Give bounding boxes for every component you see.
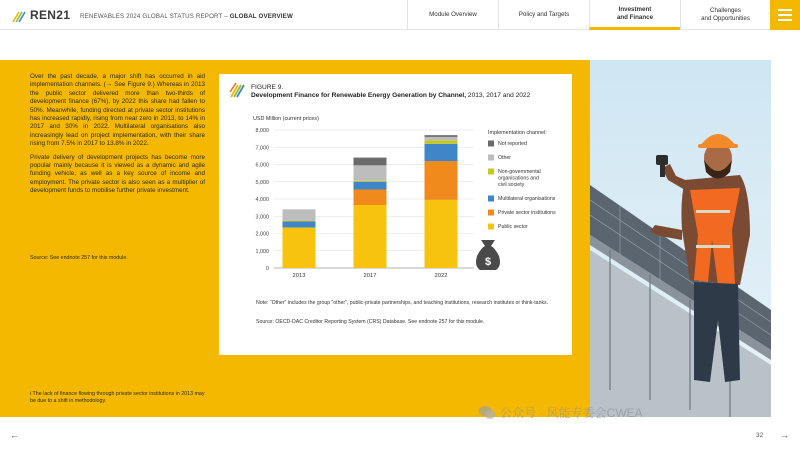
y-tick-label: 8,000 — [255, 128, 269, 134]
page-number: 32 — [756, 432, 764, 439]
menu-icon-bar — [778, 14, 792, 16]
bar-segment — [425, 137, 458, 140]
title-separator: – — [224, 13, 230, 20]
main-nav — [407, 0, 770, 30]
tab-label-line2: and Opportunities — [701, 15, 750, 22]
y-tick-label: 1,000 — [255, 248, 269, 255]
tab-label-line2: and Finance — [616, 13, 654, 21]
tab-label: Module Overview — [429, 11, 477, 19]
footnote: i The lack of finance flowing through private sector institutions in 2013 may be due to a shift in methodology. — [30, 391, 205, 404]
legend-swatch — [488, 141, 494, 147]
y-tick-label: 4,000 — [255, 197, 269, 203]
menu-button[interactable] — [770, 0, 800, 30]
engineer-photo — [590, 60, 771, 417]
y-tick-label: 2,000 — [255, 231, 269, 238]
legend-label: Other — [498, 155, 511, 161]
bar-segment — [283, 227, 316, 268]
top-header — [0, 0, 800, 30]
bar-segment — [283, 221, 316, 222]
paragraph-1: Over the past decade, a major shift has occurred in aid implementation channels. (→ See Figure 9.) Whereas in 2013 the public sector delivered more than two-thirds of development finance (67%), by 2022 this share had fallen to 50%. Meanwhile, funding directed at private sector institutions has increased rapidly, rising from near zero in 2013, to 14% in 2017 and 30% in 2022. Multilateral organisations also increasingly lead on project implementation, with their share rising from 7.5% in 2017 to 13.8% in 2022. — [30, 73, 205, 148]
legend-swatch — [488, 224, 494, 230]
stacked-bar-chart — [219, 110, 572, 325]
legend-swatch — [488, 169, 494, 175]
bar-segment — [354, 205, 387, 268]
figure-label: FIGURE 9. — [251, 84, 284, 91]
x-tick-label: 2022 — [434, 273, 448, 279]
bar-segment — [283, 209, 316, 220]
figure-title — [251, 92, 530, 99]
next-page-arrow-icon[interactable]: → — [780, 430, 789, 440]
legend-label: Private sector institutions — [498, 210, 556, 216]
bar-segment — [354, 181, 387, 182]
report-title — [80, 13, 293, 20]
tab-policy-and-targets[interactable] — [498, 0, 589, 30]
bar-segment — [354, 165, 387, 181]
bar-segment — [354, 158, 387, 166]
tab-challenges-and-opportunities[interactable] — [680, 0, 770, 30]
tab-investment-and-finance[interactable] — [589, 0, 680, 30]
x-tick-label: 2017 — [363, 273, 377, 279]
legend-label: Non-governmental — [498, 169, 541, 175]
bar-segment — [425, 144, 458, 161]
legend-label: civil society — [498, 182, 525, 188]
tab-module-overview[interactable] — [407, 0, 498, 30]
watermark-text: 公众号 · 风能专委会CWEA — [500, 406, 643, 420]
bar-segment — [425, 140, 458, 143]
y-tick-label: 3,000 — [255, 214, 269, 221]
legend-label: organisations and — [498, 175, 539, 182]
menu-icon-bar — [778, 19, 792, 21]
y-tick-label: 5,000 — [255, 179, 269, 186]
ren21-logo-icon[interactable] — [12, 9, 26, 23]
report-title-text: RENEWABLES 2024 GLOBAL STATUS REPORT — [80, 13, 223, 20]
money-bag-icon — [476, 240, 500, 270]
figure-icon — [229, 82, 245, 98]
figure-source: Source: OECD-DAC Creditor Reporting System (CRS) Database. See endnote 257 for this module. — [256, 319, 485, 325]
menu-icon-bar — [778, 9, 792, 11]
tab-label: Policy and Targets — [518, 11, 570, 19]
x-tick-label: 2013 — [292, 273, 306, 279]
legend-label: Not reported — [498, 141, 527, 147]
report-section: GLOBAL OVERVIEW — [229, 13, 293, 20]
bar-segment — [354, 182, 387, 190]
previous-page-arrow-icon[interactable]: ← — [10, 430, 19, 440]
figure-title-rest: 2013, 2017 and 2022 — [466, 92, 531, 99]
bar-segment — [425, 135, 458, 137]
y-tick-label: 7,000 — [255, 145, 269, 152]
tab-label-line1: Investment — [618, 5, 652, 13]
dollar-sign: $ — [484, 256, 492, 268]
bar-segment — [425, 200, 458, 268]
figure-note: Note: “Other” includes the group “other”, public-private partnerships, and teaching institutions, research institutes or think-tanks. — [256, 300, 549, 306]
y-tick-label: 0 — [266, 266, 269, 272]
legend-swatch — [488, 155, 494, 161]
figure-title-bold: Development Finance for Renewable Energy Generation by Channel, — [251, 92, 467, 99]
tab-label-line1: Challenges — [710, 7, 741, 15]
brand-name[interactable]: REN21 — [30, 8, 71, 22]
body-text — [30, 73, 205, 201]
legend-label: Public sector — [498, 224, 528, 230]
legend-swatch — [488, 196, 494, 202]
legend-swatch — [488, 210, 494, 216]
y-tick-label: 6,000 — [255, 162, 269, 169]
legend-label: Multilateral organisations — [498, 196, 556, 202]
paragraph-2: Private delivery of development projects has become more popular mainly because it is viewed as a dynamic and agile funding vehicle, as well as a key source of income and employment. The private sector is also seen as a multiplier of development funds to mobilise further private investment. — [30, 153, 205, 195]
body-source: Source: See endnote 257 for this module. — [30, 255, 128, 261]
bar-segment — [354, 190, 387, 206]
y-axis-label: USD Million (current prices) — [253, 116, 319, 122]
bar-segment — [283, 221, 316, 227]
wechat-watermark-icon — [478, 405, 496, 420]
bar-segment — [425, 161, 458, 200]
figure-card — [219, 74, 572, 355]
legend-title: Implementation channel: — [488, 130, 547, 136]
